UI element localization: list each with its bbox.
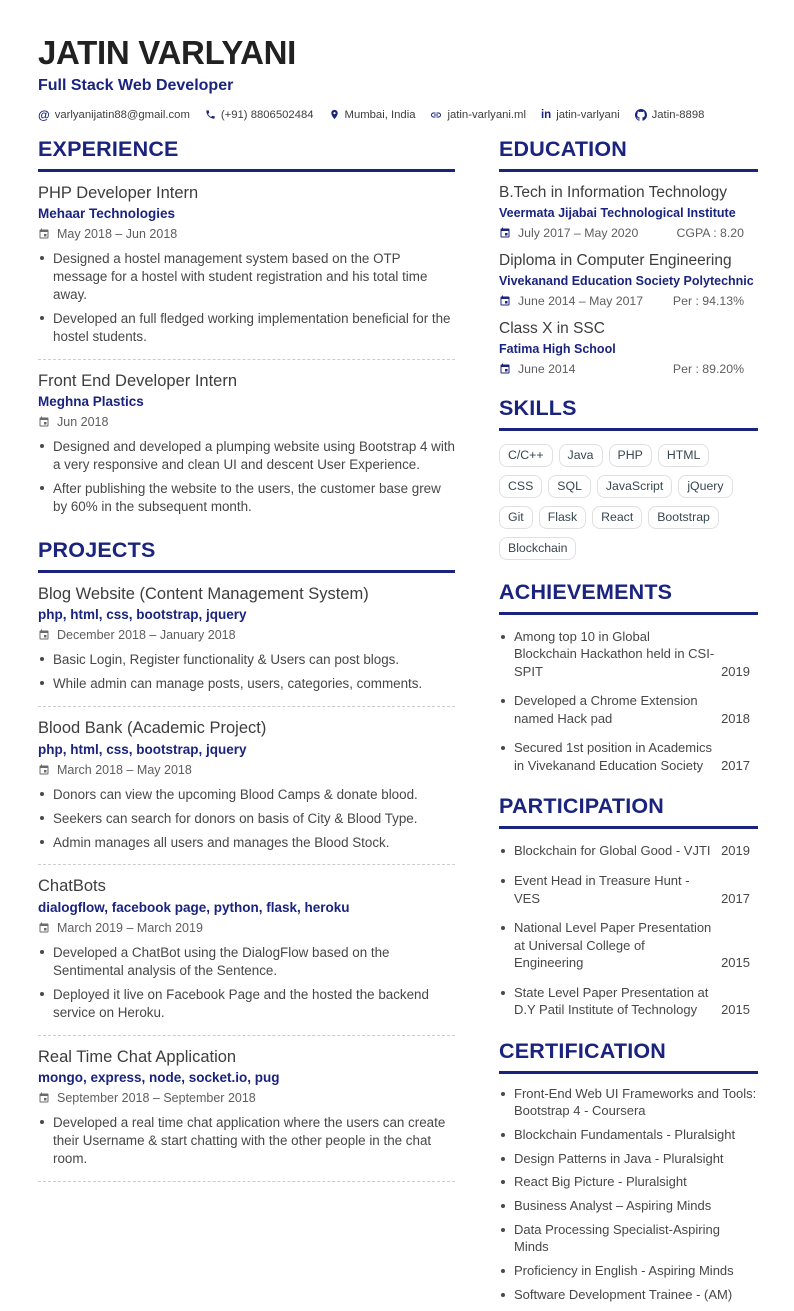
date-text: June 2014 – May 2017 <box>518 293 644 308</box>
participation-item <box>499 984 758 1019</box>
education-section <box>499 137 758 376</box>
participation-item <box>499 842 758 860</box>
calendar-icon <box>499 227 511 239</box>
school-name: Vivekanand Education Society Polytechnic <box>499 273 754 288</box>
participation-section <box>499 794 758 1018</box>
certification-item: Design Patterns in Java - Pluralsight <box>499 1151 758 1168</box>
bullet-item: Developed a real time chat application where the users can create their Username & start chatting with the other people in the chat room. <box>38 1114 455 1167</box>
skills-section <box>499 396 758 560</box>
skill-pill: Java <box>559 444 603 467</box>
left-column <box>38 137 455 1311</box>
github-icon <box>635 109 647 121</box>
contact-phone-text: (+91) 8806502484 <box>220 108 314 121</box>
date-text: May 2018 – Jun 2018 <box>57 227 178 242</box>
project-entry <box>38 877 455 1021</box>
project-tech-stack: php, html, css, bootstrap, jquery <box>38 741 247 757</box>
achievement-item <box>499 739 758 774</box>
project-bullets <box>38 651 455 693</box>
bullet-dot <box>501 699 505 703</box>
project-bullets <box>38 786 455 851</box>
resume-header <box>38 36 758 122</box>
education-entry <box>499 320 758 376</box>
date-range <box>38 415 455 429</box>
participation-year: 2015 <box>721 1002 750 1018</box>
project-entry <box>38 585 455 693</box>
achievement-item <box>499 692 758 727</box>
education-meta <box>499 362 758 376</box>
participation-text: National Level Paper Presentation at Universal College of Engineering <box>514 920 712 971</box>
projects-heading: PROJECTS <box>38 538 455 573</box>
degree-title: B.Tech in Information Technology <box>499 183 728 201</box>
bullet-dot <box>501 926 505 930</box>
score-text: CGPA : 8.20 <box>676 225 744 240</box>
date-range <box>38 921 455 935</box>
at-icon: @ <box>38 107 50 122</box>
project-tech-stack: mongo, express, node, socket.io, pug <box>38 1070 280 1086</box>
calendar-icon <box>38 228 50 240</box>
project-title: Blood Bank (Academic Project) <box>38 719 267 738</box>
bullet-dot <box>501 991 505 995</box>
date-text: December 2018 – January 2018 <box>57 628 236 643</box>
bullet-item: After publishing the website to the users, the customer base grew by 60% in the subsequent month. <box>38 480 455 516</box>
skill-pill: Git <box>499 506 533 529</box>
education-meta <box>499 226 758 240</box>
skills-heading: SKILLS <box>499 396 758 431</box>
dashed-divider <box>38 1181 455 1182</box>
achievement-text: Developed a Chrome Extension named Hack pad <box>514 693 698 726</box>
participation-item <box>499 919 758 972</box>
project-title: Real Time Chat Application <box>38 1047 237 1066</box>
score-text: Per : 89.20% <box>672 361 744 376</box>
achievement-year: 2019 <box>721 663 750 679</box>
contact-location-text: Mumbai, India <box>344 108 416 121</box>
skill-pill: C/C++ <box>499 444 553 467</box>
school-name: Veermata Jijabai Technological Institute <box>499 205 736 220</box>
project-bullets <box>38 944 455 1021</box>
participation-text: Event Head in Treasure Hunt - VES <box>514 873 690 906</box>
date-range <box>38 763 455 777</box>
experience-entry <box>38 184 455 346</box>
date-range <box>38 1091 455 1105</box>
date-text: March 2018 – May 2018 <box>57 762 192 777</box>
achievement-year: 2018 <box>721 710 750 726</box>
job-bullets <box>38 438 455 515</box>
achievement-text: Among top 10 in Global Blockchain Hackathon held in CSI-SPIT <box>514 628 715 679</box>
participation-heading: PARTICIPATION <box>499 794 758 829</box>
contact-location <box>329 109 416 121</box>
calendar-icon <box>38 764 50 776</box>
skill-pill: HTML <box>658 444 709 467</box>
bullet-item: Admin manages all users and manages the Blood Stock. <box>38 834 455 852</box>
bullet-dot <box>501 635 505 639</box>
certification-list <box>499 1086 758 1304</box>
bullet-dot <box>501 879 505 883</box>
skill-pill: JavaScript <box>597 475 672 498</box>
project-entry <box>38 719 455 851</box>
certification-item: React Big Picture - Pluralsight <box>499 1174 758 1191</box>
skill-pill: PHP <box>609 444 652 467</box>
link-icon <box>430 109 442 121</box>
contact-email-text: varlyanijatin88@gmail.com <box>54 108 190 121</box>
achievement-text: Secured 1st position in Academics in Vivekanand Education Society <box>514 740 712 773</box>
date-range <box>499 362 575 376</box>
achievements-heading: ACHIEVEMENTS <box>499 580 758 615</box>
bullet-item: While admin can manage posts, users, categories, comments. <box>38 675 455 693</box>
project-title: ChatBots <box>38 877 106 896</box>
calendar-icon <box>499 295 511 307</box>
education-meta <box>499 294 758 308</box>
bullet-item: Designed and developed a plumping website using Bootstrap 4 with a very responsive and clean UI and descent User Experience. <box>38 438 455 474</box>
bullet-item: Basic Login, Register functionality & Users can post blogs. <box>38 651 455 669</box>
location-pin-icon <box>329 109 340 120</box>
degree-title: Class X in SSC <box>499 319 605 337</box>
phone-icon <box>205 109 216 120</box>
certification-item: Proficiency in English - Aspiring Minds <box>499 1263 758 1280</box>
skill-pill: React <box>592 506 642 529</box>
education-entry <box>499 184 758 240</box>
participation-text: State Level Paper Presentation at D.Y Patil Institute of Technology <box>514 984 709 1018</box>
calendar-icon <box>38 416 50 428</box>
school-name: Fatima High School <box>499 341 616 356</box>
experience-entry <box>38 372 455 516</box>
date-range <box>38 227 455 241</box>
dashed-divider <box>38 864 455 865</box>
calendar-icon <box>38 629 50 641</box>
person-name: JATIN VARLYANI <box>38 34 297 71</box>
company-name: Mehaar Technologies <box>38 206 176 222</box>
project-title: Blog Website (Content Management System) <box>38 584 369 603</box>
calendar-icon <box>38 922 50 934</box>
participation-item <box>499 872 758 907</box>
bullet-item: Seekers can search for donors on basis of City & Blood Type. <box>38 810 455 828</box>
job-title: PHP Developer Intern <box>38 183 199 202</box>
bullet-dot <box>501 849 505 853</box>
skill-pill: Flask <box>539 506 586 529</box>
dashed-divider <box>38 1035 455 1036</box>
project-tech-stack: dialogflow, facebook page, python, flask, heroku <box>38 900 350 916</box>
date-range <box>499 294 643 308</box>
calendar-icon <box>38 1092 50 1104</box>
contact-website[interactable] <box>430 109 525 121</box>
education-entry <box>499 252 758 308</box>
contact-linkedin-text: jatin-varlyani <box>556 108 620 121</box>
date-range <box>499 226 638 240</box>
contact-phone[interactable] <box>205 109 314 121</box>
certification-item: Software Development Trainee - (AM) <box>499 1287 758 1304</box>
date-text: July 2017 – May 2020 <box>518 225 639 240</box>
experience-section <box>38 137 455 516</box>
participation-text: Blockchain for Global Good - VJTI <box>514 843 711 859</box>
skill-pill: jQuery <box>678 475 732 498</box>
participation-list <box>499 842 758 1018</box>
company-name: Meghna Plastics <box>38 394 144 410</box>
bullet-item: Donors can view the upcoming Blood Camps & donate blood. <box>38 786 455 804</box>
certification-item: Business Analyst – Aspiring Minds <box>499 1198 758 1215</box>
linkedin-icon: in <box>540 108 552 121</box>
dashed-divider <box>38 359 455 360</box>
job-title: Front End Developer Intern <box>38 371 238 390</box>
contact-github-text: Jatin-8898 <box>651 108 705 121</box>
participation-year: 2017 <box>721 890 750 906</box>
contact-row <box>38 108 758 122</box>
projects-section <box>38 538 455 1182</box>
certification-item: Blockchain Fundamentals - Pluralsight <box>499 1127 758 1144</box>
certification-item: Data Processing Specialist-Aspiring Minds <box>499 1222 758 1256</box>
date-text: September 2018 – September 2018 <box>57 1091 256 1106</box>
bullet-item: Deployed it live on Facebook Page and the hosted the backend service on Heroku. <box>38 986 455 1022</box>
resume-body <box>38 137 758 1311</box>
contact-github[interactable] <box>635 109 705 121</box>
skill-pill: Bootstrap <box>648 506 719 529</box>
participation-year: 2015 <box>721 955 750 971</box>
date-text: March 2019 – March 2019 <box>57 921 203 936</box>
bullet-item: Developed a ChatBot using the DialogFlow based on the Sentimental analysis of the Sentence. <box>38 944 455 980</box>
project-bullets <box>38 1114 455 1167</box>
bullet-item: Designed a hostel management system based on the OTP message for a hostel with student registration and his total time away. <box>38 250 455 303</box>
degree-title: Diploma in Computer Engineering <box>499 251 732 269</box>
calendar-icon <box>499 363 511 375</box>
achievement-item <box>499 628 758 681</box>
project-tech-stack: php, html, css, bootstrap, jquery <box>38 607 247 623</box>
certification-item: Front-End Web UI Frameworks and Tools: Bootstrap 4 - Coursera <box>499 1086 758 1120</box>
achievements-list <box>499 628 758 775</box>
achievement-year: 2017 <box>721 757 750 773</box>
certification-heading: CERTIFICATION <box>499 1039 758 1074</box>
contact-website-text: jatin-varlyani.ml <box>447 108 526 121</box>
job-bullets <box>38 250 455 345</box>
date-text: Jun 2018 <box>57 415 109 430</box>
participation-year: 2019 <box>721 843 750 859</box>
bullet-item: Developed an full fledged working implementation beneficial for the hostel students. <box>38 310 455 346</box>
contact-email[interactable] <box>38 108 190 122</box>
achievements-section <box>499 580 758 775</box>
skill-pill: SQL <box>548 475 591 498</box>
score-text: Per : 94.13% <box>672 293 744 308</box>
dashed-divider <box>38 706 455 707</box>
education-heading: EDUCATION <box>499 137 758 172</box>
person-job-title: Full Stack Web Developer <box>38 76 234 94</box>
experience-heading: EXPERIENCE <box>38 137 455 172</box>
right-column <box>499 137 758 1311</box>
contact-linkedin[interactable] <box>541 109 620 121</box>
skill-pill: Blockchain <box>499 537 576 560</box>
project-entry <box>38 1048 455 1168</box>
date-text: June 2014 <box>518 361 576 376</box>
skill-pill: CSS <box>499 475 542 498</box>
date-range <box>38 628 455 642</box>
skills-list <box>499 444 758 560</box>
certification-section <box>499 1039 758 1304</box>
bullet-dot <box>501 746 505 750</box>
